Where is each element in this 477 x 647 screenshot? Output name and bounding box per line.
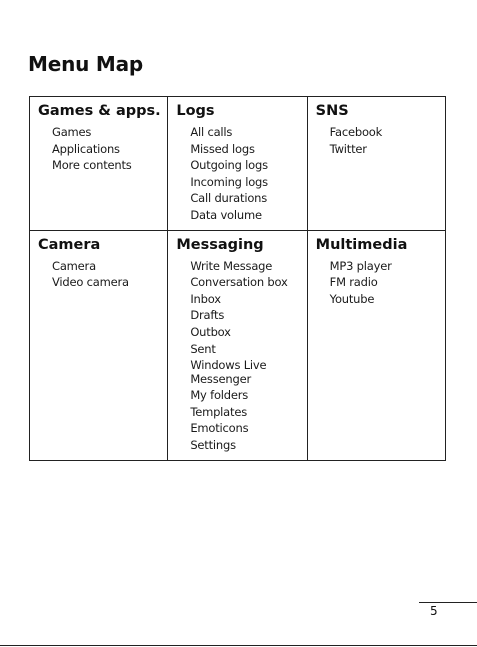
menu-row [30, 230, 446, 460]
menu-item: Games [52, 125, 92, 139]
menu-item-list [316, 259, 445, 306]
menu-item-list [176, 259, 306, 452]
menu-item: More contents [52, 158, 132, 173]
menu-cell [168, 230, 307, 460]
menu-row [30, 97, 446, 231]
menu-item: Camera [52, 258, 96, 273]
menu-category-heading: Games & apps. [38, 103, 161, 119]
page-title: Menu Map [28, 52, 144, 76]
menu-item: Windows Live Messenger [190, 358, 267, 387]
menu-item: FM radio [329, 275, 378, 290]
menu-item: Facebook [329, 125, 383, 139]
menu-item: Inbox [190, 291, 221, 306]
menu-cell [307, 230, 445, 460]
menu-item: Call durations [190, 191, 268, 206]
menu-item: Outbox [190, 324, 231, 339]
menu-item: Youtube [329, 291, 375, 306]
menu-item: Write Message [190, 258, 273, 273]
menu-item-list [38, 259, 167, 290]
menu-cell [168, 97, 307, 231]
menu-item: Missed logs [190, 141, 255, 156]
menu-category-heading: SNS [315, 103, 349, 119]
menu-item: Settings [190, 437, 236, 452]
menu-category-heading: Camera [38, 236, 101, 253]
page-number-rule [419, 602, 477, 603]
menu-cell [30, 97, 168, 231]
page-number: 5 [430, 604, 438, 618]
menu-item: Sent [190, 341, 216, 356]
menu-item: Templates [190, 404, 247, 419]
menu-item: Drafts [190, 308, 225, 323]
menu-cell [30, 230, 168, 460]
menu-item-list [38, 125, 167, 172]
menu-item: Video camera [52, 275, 129, 290]
menu-category-heading: Multimedia [315, 236, 408, 253]
menu-item: Applications [52, 141, 120, 156]
menu-item: My folders [190, 388, 249, 403]
menu-item: Emoticons [190, 421, 249, 436]
menu-item: Twitter [329, 141, 367, 156]
menu-item: Data volume [190, 207, 262, 222]
menu-map-table [29, 96, 446, 461]
menu-item: Conversation box [190, 275, 288, 290]
menu-item: Incoming logs [190, 174, 268, 189]
menu-item: MP3 player [329, 258, 392, 273]
bottom-rule [0, 645, 477, 646]
menu-category-heading: Logs [176, 103, 215, 119]
menu-item-list [316, 125, 445, 156]
menu-item-list [176, 125, 306, 222]
menu-item: Outgoing logs [190, 158, 268, 173]
menu-item: All calls [190, 125, 233, 139]
menu-cell [307, 97, 445, 231]
menu-category-heading: Messaging [176, 236, 264, 253]
